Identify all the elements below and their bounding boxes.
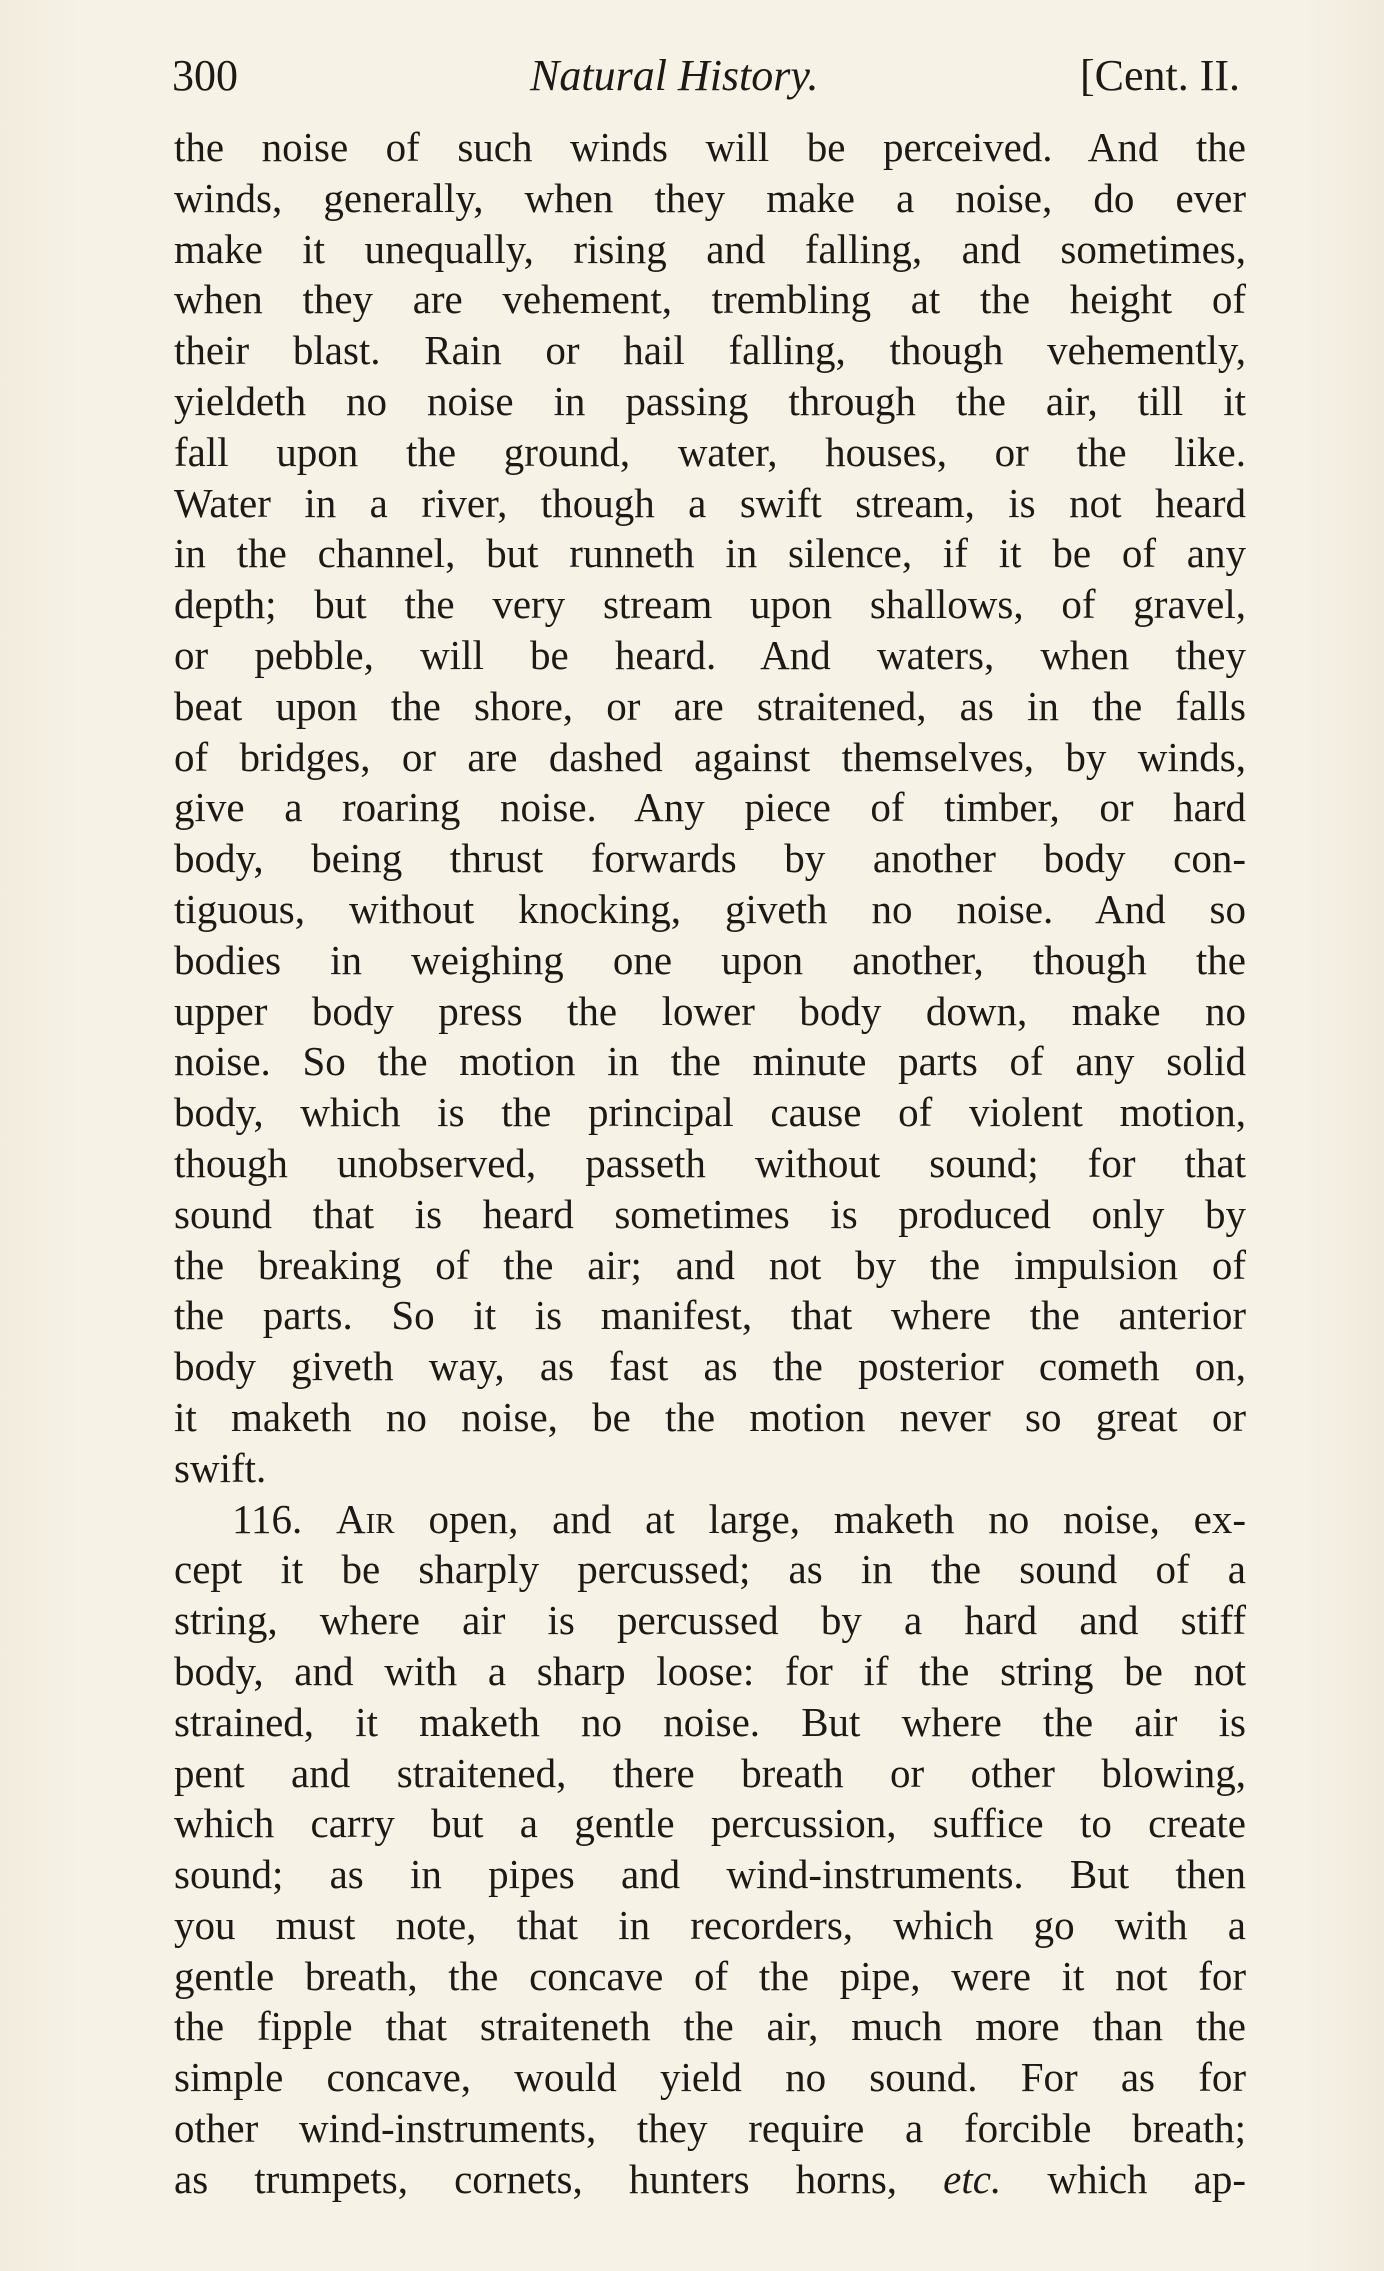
text-line: body, and with a sharp loose: for if the string be not	[174, 1647, 1246, 1694]
text-line: when they are vehement, trembling at the height of	[174, 276, 1246, 323]
text-line: give a roaring noise. Any piece of timber, or hard	[174, 784, 1246, 831]
text-line: the parts. So it is manifest, that where the anterior	[174, 1292, 1246, 1339]
text-line: body, being thrust forwards by another body con-	[174, 835, 1246, 882]
text-line: it maketh no noise, be the motion never so great or	[174, 1393, 1246, 1440]
text-line: of bridges, or are dashed against themselves, by winds,	[174, 733, 1246, 780]
body-text	[174, 122, 1246, 2205]
text-line: other wind-instruments, they require a forcible breath;	[174, 2105, 1246, 2152]
text-line: though unobserved, passeth without sound; for that	[174, 1139, 1246, 1186]
text-line: sound that is heard sometimes is produced only by	[174, 1190, 1246, 1237]
final-line-end: which ap-	[1047, 2155, 1246, 2202]
text-line: or pebble, will be heard. And waters, when they	[174, 631, 1246, 678]
text-line: in the channel, but runneth in silence, if it be of any	[174, 530, 1246, 577]
text-line: depth; but the very stream upon shallows, of gravel,	[174, 581, 1246, 628]
century-section: [Cent. II.	[1079, 51, 1240, 100]
paragraph-first-line-text: open, and at large, maketh no noise, ex-	[428, 1495, 1246, 1542]
text-line: body giveth way, as fast as the posterior cometh on,	[174, 1343, 1246, 1390]
text-line: beat upon the shore, or are straitened, as in the falls	[174, 682, 1246, 729]
running-title: Natural History.	[530, 51, 819, 100]
text-line: cept it be sharply percussed; as in the sound of a	[174, 1546, 1246, 1593]
text-line: swift.	[174, 1444, 267, 1491]
text-line: bodies in weighing one upon another, though the	[174, 936, 1246, 983]
text-line: the fipple that straiteneth the air, much more than the	[174, 2003, 1246, 2050]
text-line: their blast. Rain or hail falling, though vehemently,	[174, 327, 1246, 374]
text-line: string, where air is percussed by a hard and stiff	[174, 1597, 1246, 1644]
paragraph-number: 116.	[232, 1495, 303, 1542]
text-line: fall upon the ground, water, houses, or the like.	[174, 428, 1246, 475]
text-line: winds, generally, when they make a noise, do ever	[174, 174, 1246, 221]
text-line: tiguous, without knocking, giveth no noise. And so	[174, 885, 1246, 932]
final-line-italic: etc.	[943, 2155, 1002, 2202]
text-line: make it unequally, rising and falling, and sometimes,	[174, 225, 1246, 272]
text-line: strained, it maketh no noise. But where the air is	[174, 1698, 1246, 1745]
text-line: the noise of such winds will be perceived. And the	[174, 124, 1246, 170]
text-line: the breaking of the air; and not by the impulsion of	[174, 1241, 1246, 1288]
text-line: Water in a river, though a swift stream, is not heard	[174, 479, 1246, 526]
page-number: 300	[172, 51, 238, 100]
text-line: body, which is the principal cause of violent motion,	[174, 1089, 1246, 1136]
text-line: sound; as in pipes and wind-instruments. But then	[174, 1851, 1246, 1898]
text-line: upper body press the lower body down, make no	[174, 987, 1246, 1034]
text-line: gentle breath, the concave of the pipe, were it not for	[174, 1952, 1246, 1999]
paragraph-116-opening	[174, 1494, 1246, 1545]
text-line: yieldeth no noise in passing through the air, till it	[174, 377, 1246, 424]
paragraph-116-final-line	[174, 2154, 1246, 2205]
final-line-start: as trumpets, cornets, hunters horns,	[174, 2155, 898, 2202]
text-line: simple concave, would yield no sound. For as for	[174, 2054, 1246, 2101]
text-line: which carry but a gentle percussion, suffice to create	[174, 1800, 1246, 1847]
paragraph-lead-word: Air	[336, 1495, 395, 1542]
text-line: pent and straitened, there breath or other blowing,	[174, 1749, 1246, 1796]
page-header	[172, 46, 1240, 106]
text-line: noise. So the motion in the minute parts of any solid	[174, 1038, 1246, 1085]
text-line: you must note, that in recorders, which go with a	[174, 1901, 1246, 1948]
